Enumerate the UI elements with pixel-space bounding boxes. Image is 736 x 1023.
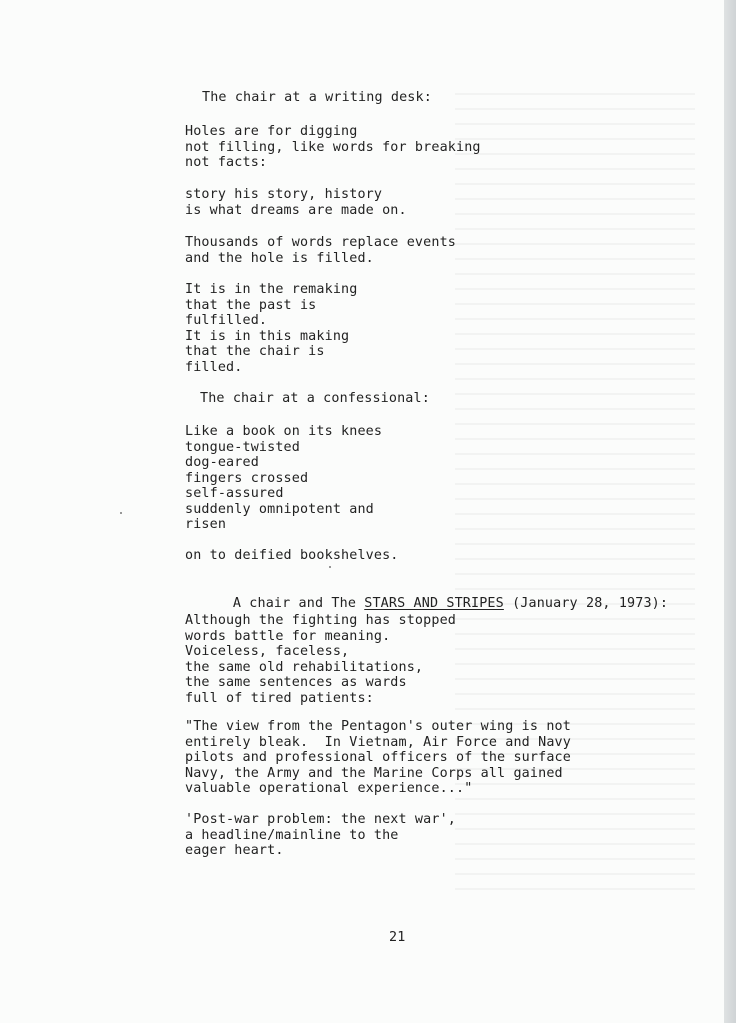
poem-line: suddenly omnipotent and bbox=[185, 501, 374, 517]
poem-line: fulfilled. bbox=[185, 313, 268, 328]
page-number: 21 bbox=[389, 930, 406, 945]
stanza-bookshelves bbox=[185, 548, 399, 564]
poem-line: 'Post-war problem: the next war', bbox=[185, 812, 456, 827]
stanza-fighting bbox=[185, 613, 456, 706]
stanza-remaking bbox=[185, 282, 357, 375]
poem-line: is what dreams are made on. bbox=[185, 202, 407, 218]
poem-line: eager heart. bbox=[185, 843, 284, 858]
poem-line: pilots and professional officers of the surface bbox=[185, 750, 571, 765]
stanza-history bbox=[185, 187, 407, 218]
poem-line: the same old rehabilitations, bbox=[185, 659, 424, 675]
poem-line: Voiceless, faceless, bbox=[185, 644, 350, 659]
heading-confessional: The chair at a confessional: bbox=[200, 391, 430, 406]
poem-line: a headline/mainline to the bbox=[185, 827, 399, 843]
poem-line: filled. bbox=[185, 359, 243, 375]
heading-prefix: A chair and The bbox=[232, 595, 365, 611]
poem-line: Holes are for digging bbox=[185, 124, 358, 139]
poem-line: self-assured bbox=[185, 486, 284, 501]
poem-line: "The view from the Pentagon's outer wing is not bbox=[185, 719, 571, 734]
poem-line: dog-eared bbox=[185, 455, 259, 470]
stanza-headline bbox=[185, 812, 456, 859]
poem-line: Although the fighting has stopped bbox=[185, 613, 456, 628]
poem-line: full of tired patients: bbox=[185, 690, 374, 706]
poem-line: that the past is bbox=[185, 297, 317, 313]
stray-mark bbox=[329, 566, 331, 568]
stray-mark bbox=[120, 512, 122, 514]
heading-writing-desk: The chair at a writing desk: bbox=[202, 90, 432, 105]
heading-date: (January 28, 1973): bbox=[503, 595, 669, 611]
poem-line: entirely bleak. In Vietnam, Air Force and Navy bbox=[185, 734, 571, 750]
poem-line: and the hole is filled. bbox=[185, 250, 374, 266]
stanza-book bbox=[185, 424, 382, 533]
poem-line: risen bbox=[185, 517, 227, 532]
poem-line: the same sentences as wards bbox=[185, 675, 407, 690]
page-edge-shadow bbox=[724, 0, 736, 1023]
stanza-thousands bbox=[185, 235, 456, 266]
poem-line: words battle for meaning. bbox=[185, 628, 391, 644]
poem-line: not facts: bbox=[185, 155, 268, 170]
poem-line: Navy, the Army and the Marine Corps all gained bbox=[185, 765, 563, 781]
poem-line: fingers crossed bbox=[185, 470, 309, 486]
stanza-holes bbox=[185, 124, 481, 171]
newspaper-title: STARS AND STRIPES bbox=[364, 595, 504, 611]
poem-line: tongue-twisted bbox=[185, 439, 300, 455]
poem-line: It is in this making bbox=[185, 328, 350, 344]
poem-line: on to deified bookshelves. bbox=[185, 548, 399, 563]
poem-line: story his story, history bbox=[185, 187, 383, 202]
poem-line: Thousands of words replace events bbox=[185, 235, 456, 250]
poem-line: not filling, like words for breaking bbox=[185, 139, 481, 155]
poem-line: It is in the remaking bbox=[185, 282, 358, 297]
poem-line: that the chair is bbox=[185, 344, 325, 359]
poem-line: valuable operational experience..." bbox=[185, 781, 473, 796]
stanza-pentagon-quote bbox=[185, 719, 571, 797]
poem-line: Like a book on its knees bbox=[185, 424, 383, 439]
